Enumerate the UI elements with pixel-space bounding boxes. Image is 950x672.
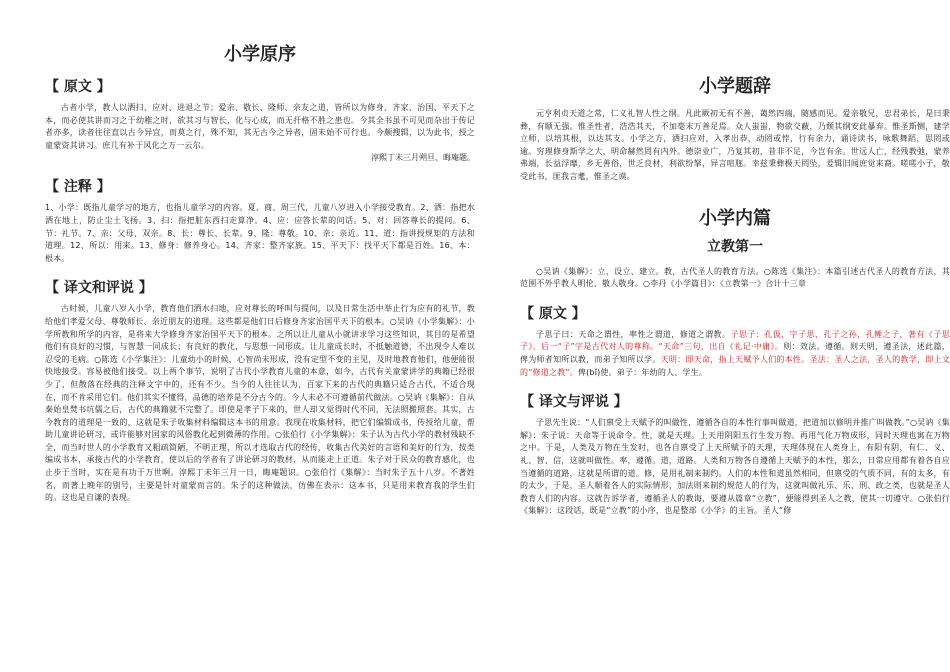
notes-text: 1、小学：既指儿童学习的地方，也指儿童学习的内容。夏、商、周三代，儿童八岁进入小学接受教育。2、洒：指把水洒在地上，防止尘土飞扬。3、扫：指把脏东西扫走算净。4、应：应答长辈的问话。5、对：回答尊长的提问。6、节：礼节。7、亲：父母、双亲。8、长：尊长、长辈。9、隆：尊敬。10、亲：亲近。11、道：指讲授规矩的方法和道理。12、所以：用来。13、修身：修养身心。14、齐家：整齐家族。15、平天下：找平天下都是百姓。16、本：根本。 bbox=[45, 203, 475, 263]
chapter-title: 立教第一 bbox=[707, 238, 763, 255]
page-title-tici: 小学题辞 bbox=[699, 76, 771, 97]
page-title: 小学原序 bbox=[224, 44, 296, 65]
original-annotation: 子思子：孔伋，字子思，孔子之孙，孔鲤之子，著有《子思子》。后一“子”字是古代对人的尊称。“天命”三句，出自《礼记·中庸》。 bbox=[520, 329, 950, 352]
left-page bbox=[45, 0, 475, 505]
section-heading-original: 【 原文 】 bbox=[45, 79, 111, 95]
tici-text: 元亨利贞天道之常，仁义礼智人性之纲。凡此厥初无有不善，蔼然四端，随感而见。爱亲敬兄，忠君弟长，是曰秉彝，有顺无强。惟圣性者，浩浩其天，不加毫末万善足焉。众人蚩蚩，物欲交蔽，乃颓其纲安此暴弃。惟圣斯恻，建学立师，以培其根，以达其支。小学之方，洒扫应对，入孝出恭，动罔或悖，行有余力，诵诗读书，咏歌舞蹈，思罔或逾。穷理修身斯学之大，明命赫然罔有内外。德崇业广，乃复其初，昔非不足，今岂有余。世远人亡，经残教弛，蒙养弗端，长益浮靡，乡无善俗，世乏良材，利欲纷拏，异言喧豗。幸兹秉彝极天罔坠，爰辑旧闻庶觉来裔。嗟嗟小子，敬受此书，匪我言耄，惟圣之谟。 bbox=[520, 109, 950, 181]
translation-text-right: 子思先生说：“人们禀受上天赋予的叫做性，遵循各自的本性行事叫做道，把道加以修明并推广叫做教。”○吴讷《集解》：朱子说：天命等于说命令。性，就是天理。上天用阴阳五行生发万物。再用气化万物成形，同时天理也寓在万物之中。于是，人类及万物在生发时，也各自禀受了上天所赋予的天理，天理体现在人类身上，有阳有阴，有仁、义、礼、智、信，这就叫做性。率，遵循。道，道路。人类和万物各自遵循上天赋予的本性，那么，日常应用都有着各自应当遵循的道路，这就是所谓的道。修，是用礼制来制约。人们的本性和道虽然相同，但禀受的气质不同，有的太多，有的太少，于是，圣人顺着各人的实际情形，加法则来制约规范人的行为，这就叫做礼乐、乐、刑、政之类，也就是圣人教育人们的内容。这就告诉学者，遵循圣人的教诲，要遵从篇章“立教”，便能得到圣人之教，使其一切遵守。○张伯行《集解》：这段话，既是“立教”的小序，也是整部《小学》的主旨。圣人“修 bbox=[520, 418, 950, 516]
section-heading-translation: 【 译文和评说 】 bbox=[45, 280, 153, 297]
original-text-right bbox=[520, 329, 950, 379]
original-text-part: 则：效法。遵循。则天明，遵圣法，述此篇，俾为师者知所以教，而弟子知所以学。 bbox=[520, 342, 950, 364]
original-annotation: 天明：即天命，指上天赋予人们的本性。圣法：圣人之法，圣人的教学，即上文的“修道之教”。 bbox=[520, 354, 950, 377]
section-heading-original-right: 【 原文 】 bbox=[520, 305, 586, 322]
section-heading-notes: 【 注释 】 bbox=[45, 179, 111, 196]
chapter-note: ○吴讷《集解》：立，设立、建立。教，古代圣人的教育方法。○陈选《集注》：本篇引述古代圣人的教育方法，其范围不外乎教人明伦、敬人敬身。○李丹《小学篇目》：《立教第一》合计十三章 bbox=[520, 266, 950, 289]
page-title-neipian: 小学内篇 bbox=[699, 207, 771, 229]
signature-line: 淳熙丁未三月朔旦、晦庵题。 bbox=[371, 153, 475, 163]
section-heading-translation-right: 【 译文与评说 】 bbox=[520, 394, 628, 411]
original-text-part: 子思子曰：天命之谓性，率性之谓道，修道之谓教。 bbox=[536, 329, 731, 339]
right-page bbox=[520, 0, 950, 518]
original-text: 古者小学，教人以洒扫、应对、进退之节；爱亲、敬长、隆师、亲友之道，皆所以为修身、齐家、治国、平天下之本，而必使其讲而习之于幼稚之时，欲其习与智长，化与心成，而无扞格不胜之患也。今其全书虽不可见而杂出于传记者亦多，读者往往直以古今异宜，而莫之行，殊不知，其无古今之异者，固未始不可行也。今颇搜辑，以为此书，授之童蒙资其讲习。庶几有补于风化之万一云尔。 bbox=[45, 103, 475, 150]
translation-text: 古时候，儿童八岁入小学，教育他们洒水扫地，应对尊长的呼叫与提问，以及日常生活中举止行为应有的礼节，教给他们孝爱父母、尊敬师长、亲近朋友的道理。这些都是他们日后修身齐家治国平天下的根本。○吴讷《小学集解》：小学所教和所学的内容，是将来大学修身齐家治国平天下的根本。之所以让儿童从小就讲求学习这些知识，其目的是希望他们有良好的习惯，与智慧一同成长；有良好的教化，与思想一同形成。让儿童成长时，不抵触道德，不出现令人难以忍受的毛病。○陈选《小学集注》：儿童幼小的时候，心智尚未形成，没有定型不变的主见，及时地教育他们，他便能很快地接受。容易被他们接受。以上两个事节，说明了古代小学教育儿童的本意，如今，古代有关童蒙讲学的典籍已经很少了，但散落在经典的注释文字中的，还有不少。当今的人往往认为，百家下来的古代的典籍只适合古代，不适合现在，而不肯采用它们。他们其实不懂得，品德的培养是不分古今的。今人未必不可遵循前代做法。○吴讷《集解》：自从秦始皇焚书坑儒之后，古代的典籍就不完整了。即使是孝子下来的，世人却又觉得时代不同，无法照搬照套。其实，古今教育的道理是一致的，这就是朱子收集材料编辑这本书的用意。我现在收集材料，把它们编辑成书，传授给儿童，帮助儿童讲论研习，或许能够对国家的风俗教化起到微薄的作用。○张伯行《小学集解》：朱子认为古代小学的教材残缺不全，而当时世人的小学教育又粗疏简陋，不明正理，所以才选取古代的经传，收集古代美好的言语和美好的行为，按类编成书本，承接古代的小学教育，使以后的学者有了讲论研习的教材，从而能走上正道。朱子对于民众的教育感化，也止步于当时，实在是有功于万世啊。淳熙丁未年三月一日，晦庵题识。○张伯行《集解》：当时朱子五十八岁。不著姓名，而著上晚年的别号，主要是针对童蒙而言的。朱子的这种做法，仿佛在表示：这本书，只是用来教育我的学生们的。这也是自谦的表现。 bbox=[45, 304, 475, 503]
original-text-part: 俾(bǐ)使。弟子：年幼的人、学生。 bbox=[577, 367, 708, 377]
